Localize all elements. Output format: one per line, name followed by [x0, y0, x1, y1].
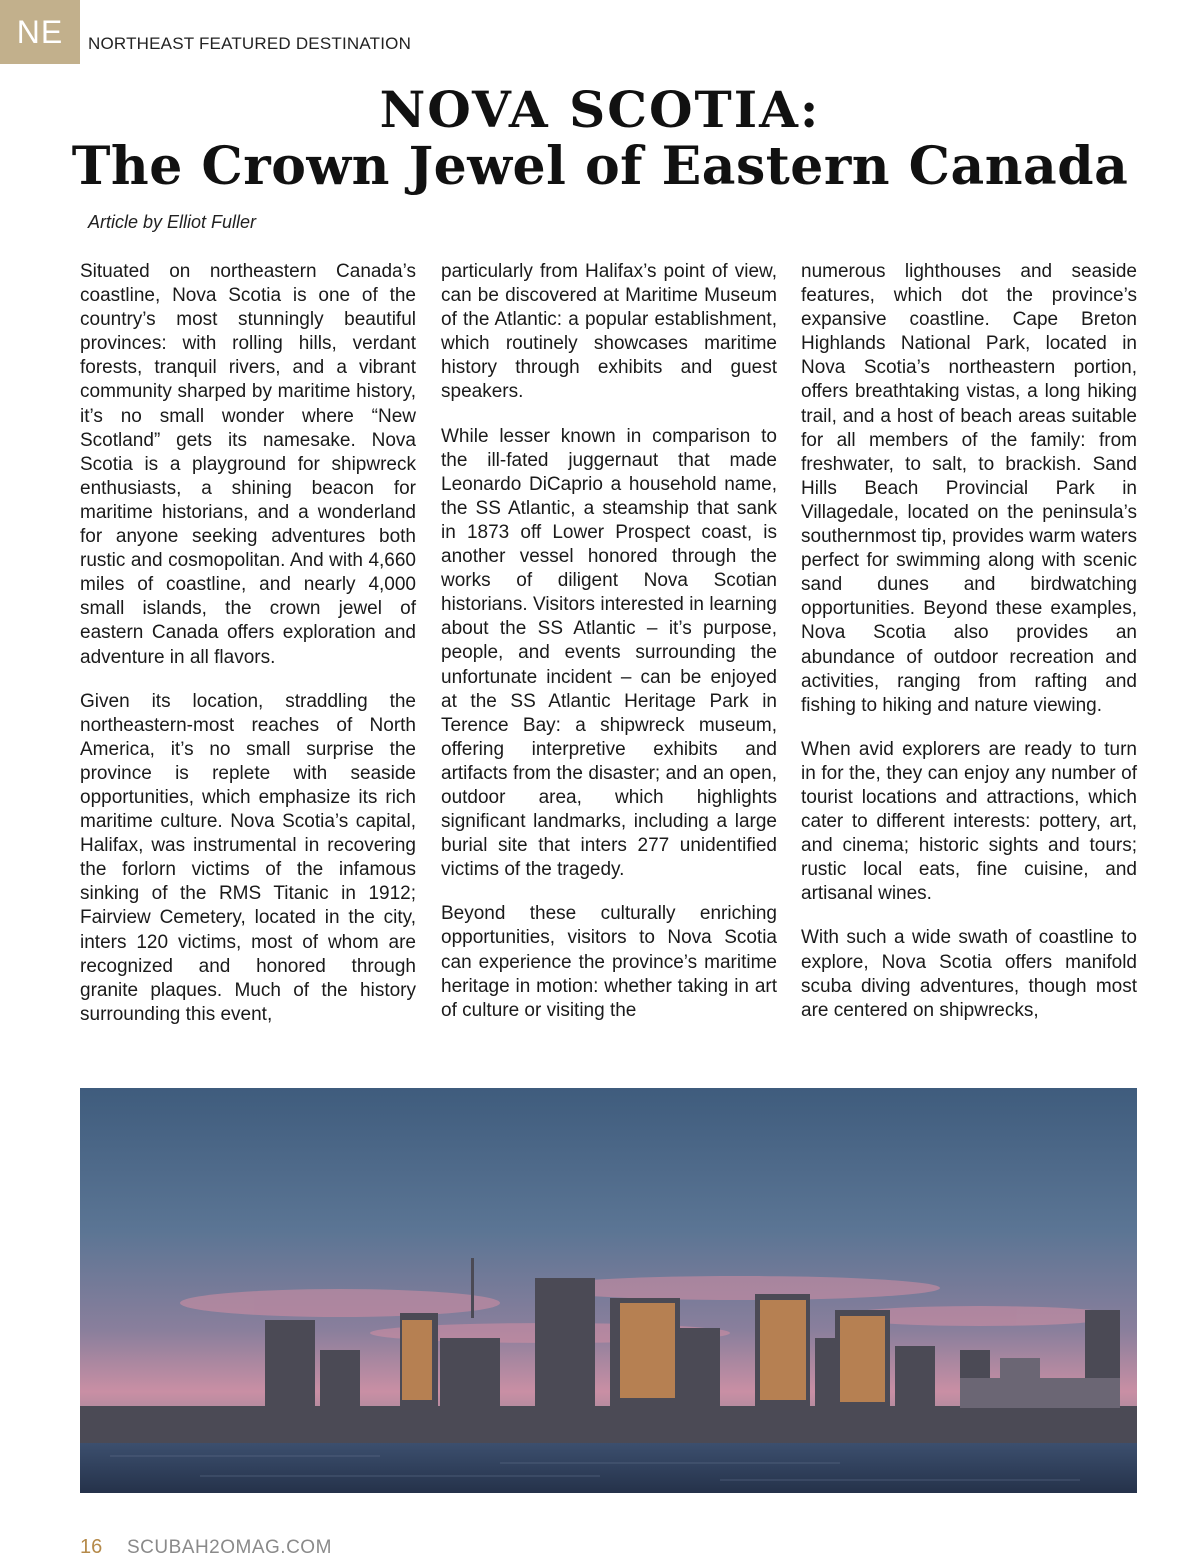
paragraph: When avid explorers are ready to turn in for the, they can enjoy any number of tourist locations and attractions, which cater to different interests: pottery, art, and cinema; historic sights and tours; rustic local eats, fine cuisine, and artisanal wines.: [801, 738, 1137, 905]
footer-website: SCUBAH2OMAG.COM: [127, 1537, 332, 1558]
article-column-1: [80, 260, 416, 1047]
halifax-skyline-photo: [80, 1088, 1137, 1493]
article-column-3: [801, 260, 1137, 1043]
article-column-2: [441, 260, 777, 1043]
paragraph: Situated on northeastern Canada’s coastline, Nova Scotia is one of the country’s most stunningly beautiful provinces: with rolling hills, verdant forests, tranquil rivers, and a vibrant community sharped by maritime history, it’s no small wonder where “New Scotland” gets its namesake. Nova Scotia is a playground for shipwreck enthusiasts, a shining beacon for maritime historians, and a wonderland for anyone seeking adventures both rustic and cosmopolitan. And with 4,660 miles of coastline, and nearly 4,000 small islands, the crown jewel of eastern Canada offers exploration and adventure in all flavors.: [80, 261, 416, 668]
page-number: 16: [80, 1536, 103, 1558]
paragraph: numerous lighthouses and seaside features, which dot the province’s expansive coastline. Cape Breton Highlands National Park, located in Nova Scotia’s northeastern portion, offers breathtaking vistas, a long hiking trail, and a host of beach areas suitable for all members of the family: from freshwater, to salt, to brackish. Sand Hills Beach Provincial Park in Villagedale, located on the peninsula’s southernmost tip, provides warm waters perfect for swimming along with scenic sand dunes and birdwatching opportunities. Beyond these examples, Nova Scotia also provides an abundance of outdoor recreation and activities, ranging from rafting and fishing to hiking and nature viewing.: [801, 261, 1137, 716]
paragraph: While lesser known in comparison to the ill-fated juggernaut that made Leonardo DiCaprio a household name, the SS Atlantic, a steamship that sank in 1873 off Lower Prospect coast, is another vessel honored through the works of diligent Nova Scotian historians. Visitors interested in learning about the SS Atlantic – it’s purpose, people, and events surrounding the unfortunate incident – can be enjoyed at the SS Atlantic Heritage Park in Terence Bay: a shipwreck museum, offering interpretive exhibits and artifacts from the disaster; and an open, outdoor area, which highlights significant landmarks, including a large burial site that inters 277 unidentified victims of the tragedy.: [441, 425, 777, 881]
section-tab: NE: [0, 0, 80, 64]
paragraph: With such a wide swath of coastline to explore, Nova Scotia offers manifold scuba diving adventures, though most are centered on shipwrecks,: [801, 927, 1137, 1021]
paragraph: Beyond these culturally enriching opportunities, visitors to Nova Scotia can experience the province’s maritime heritage in motion: whether taking in art of culture or visiting the: [441, 903, 777, 1021]
article-title-line-2: The Crown Jewel of Eastern Canada: [71, 136, 1129, 197]
section-label: NORTHEAST FEATURED DESTINATION: [88, 34, 412, 53]
paragraph: particularly from Halifax’s point of view, can be discovered at Maritime Museum of the Atlantic: a popular establishment, which routinely showcases maritime history through exhibits and guest speakers.: [441, 261, 777, 403]
article-title-line-1: NOVA SCOTIA:: [379, 80, 821, 139]
article-byline: Article by Elliot Fuller: [88, 212, 257, 232]
paragraph: Given its location, straddling the northeastern-most reaches of North America, it’s no small surprise the province is replete with seaside opportunities, which emphasize its rich maritime culture. Nova Scotia’s capital, Halifax, was instrumental in recovering the forlorn victims of the infamous sinking of the RMS Titanic in 1912; Fairview Cemetery, located in the city, inters 120 victims, most of whom are recognized and honored through granite plaques. Much of the history surrounding this event,: [80, 690, 416, 1025]
